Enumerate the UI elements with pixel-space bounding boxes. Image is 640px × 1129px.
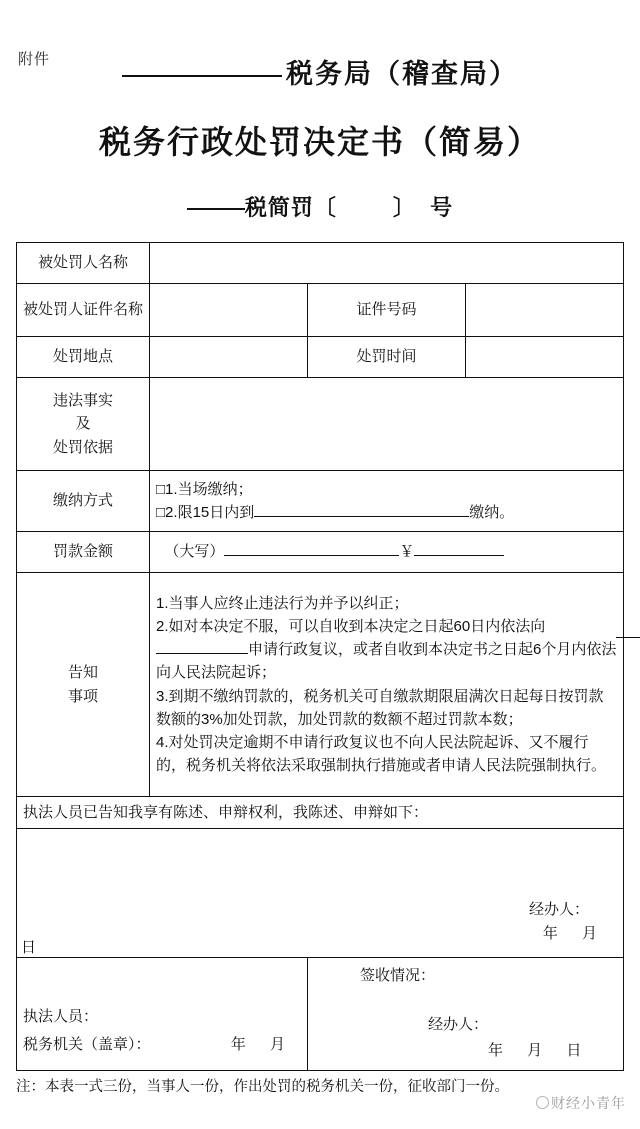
table-row-signatures bbox=[17, 958, 624, 1071]
penalty-form-table bbox=[16, 242, 624, 1071]
watermark-logo-icon bbox=[536, 1096, 549, 1109]
footer-note: 注：本表一式三份，当事人一份，作出处罚的税务机关一份，征收部门一份。 bbox=[16, 1079, 509, 1096]
doc-number-mid: 〕 bbox=[392, 195, 416, 220]
receipt-label: 签收情况： bbox=[360, 967, 436, 985]
id-name-label: 被处罚人证件名称 bbox=[17, 284, 150, 337]
table-row-notice bbox=[17, 573, 624, 797]
time-label: 处罚时间 bbox=[308, 337, 466, 378]
notice-item-2: 2.如对本决定不服，可以自收到本决定之日起60日内依法向 bbox=[156, 617, 546, 635]
notice-items bbox=[150, 573, 624, 797]
statement-signer-label: 经办人： bbox=[528, 901, 589, 918]
fine-amount-uppercase-label: （大写） bbox=[164, 543, 225, 561]
document-page bbox=[0, 52, 640, 1129]
id-number-value[interactable] bbox=[466, 284, 624, 337]
punished-name-label: 被处罚人名称 bbox=[17, 243, 150, 284]
page-title: 税务行政处罚决定书（简易） bbox=[98, 124, 541, 160]
table-row-statement-title bbox=[17, 797, 624, 829]
place-value[interactable] bbox=[150, 337, 308, 378]
notice-item-3: 3.到期不缴纳罚款的，税务机关可自缴款期限届满次日起每日按罚款数额的3%加处罚款，加处罚款的数额不超过罚款本数； bbox=[156, 687, 604, 728]
doc-number-suffix: 号 bbox=[430, 195, 454, 220]
officer-signature-block[interactable] bbox=[17, 958, 308, 1071]
doc-number-year-blank bbox=[187, 208, 245, 210]
facts-label-line1: 违法事实 bbox=[52, 392, 113, 410]
statement-day[interactable]: 日 bbox=[21, 939, 37, 956]
place-label: 处罚地点 bbox=[17, 337, 150, 378]
receipt-date[interactable]: 年 月 日 bbox=[488, 1042, 592, 1059]
officer-label: 执法人员： bbox=[23, 1008, 99, 1025]
pay-option-onsite[interactable]: □1.当场缴纳； bbox=[156, 480, 253, 498]
table-row-id bbox=[17, 284, 624, 337]
pay-option-15days-pre: □2.限15日内到 bbox=[156, 504, 255, 521]
fine-amount-number-blank[interactable] bbox=[414, 555, 504, 556]
id-number-label: 证件号码 bbox=[308, 284, 466, 337]
table-row-punished-name bbox=[17, 243, 624, 284]
stray-rule bbox=[616, 637, 640, 638]
watermark bbox=[536, 1093, 626, 1113]
attachment-label: 附件 bbox=[18, 51, 51, 68]
facts-label-line3: 处罚依据 bbox=[52, 438, 113, 456]
notice-label-line2: 事项 bbox=[67, 687, 98, 705]
agency-seal-label: 税务机关（盖章）： bbox=[23, 1036, 151, 1053]
facts-value[interactable] bbox=[150, 378, 624, 471]
table-row-fine-amount bbox=[17, 532, 624, 573]
notice-item-2-cont bbox=[156, 638, 617, 685]
pay-location-blank[interactable] bbox=[254, 516, 469, 517]
fine-amount-label: 罚款金额 bbox=[17, 532, 150, 573]
statement-body[interactable] bbox=[17, 829, 624, 958]
statement-title: 执法人员已告知我享有陈述、申辩权利，我陈述、申辩如下： bbox=[17, 797, 624, 829]
pay-option-15days-post: 缴纳。 bbox=[469, 504, 515, 521]
receipt-signer-label: 经办人： bbox=[428, 1016, 489, 1033]
statement-date[interactable]: 年 月 bbox=[542, 925, 607, 942]
facts-label-line2: 及 bbox=[75, 415, 91, 433]
notice-item-4: 4.对处罚决定逾期不申请行政复议也不向人民法院起诉、又不履行的，税务机关将依法采取强制执行措施或者申请人民法院强制执行。 bbox=[156, 734, 607, 775]
officer-date[interactable]: 年 月 bbox=[230, 1036, 295, 1053]
time-value[interactable] bbox=[466, 337, 624, 378]
receipt-block[interactable] bbox=[308, 958, 624, 1071]
fine-amount-uppercase-blank[interactable] bbox=[224, 555, 399, 556]
review-authority-blank[interactable] bbox=[156, 653, 248, 654]
fine-amount-value[interactable] bbox=[150, 532, 624, 573]
bureau-suffix: 税务局（稽查局） bbox=[286, 59, 518, 89]
doc-number-prefix: 税简罚〔 bbox=[244, 195, 337, 220]
watermark-text: 财经小青年 bbox=[551, 1095, 626, 1111]
punished-name-value[interactable] bbox=[150, 243, 624, 284]
pay-method-label: 缴纳方式 bbox=[17, 471, 150, 532]
facts-label bbox=[17, 378, 150, 471]
id-name-value[interactable] bbox=[150, 284, 308, 337]
header-bureau-line bbox=[16, 52, 624, 91]
table-row-facts bbox=[17, 378, 624, 471]
notice-label-line1: 告知 bbox=[67, 664, 98, 682]
notice-item-3-text: 申请行政复议，或者自收到本决定书之日起6个月内依法向人民法院起诉； bbox=[156, 641, 617, 682]
table-row-pay-method bbox=[17, 471, 624, 532]
table-row-statement-body bbox=[17, 829, 624, 958]
notice-label bbox=[17, 573, 150, 797]
pay-option-15days[interactable] bbox=[156, 501, 617, 524]
doc-number-line bbox=[16, 191, 624, 222]
bureau-blank-underline bbox=[122, 75, 282, 77]
notice-item-1: 1.当事人应终止违法行为并予以纠正； bbox=[156, 594, 409, 612]
table-row-place-time bbox=[17, 337, 624, 378]
fine-currency-symbol: ￥ bbox=[399, 543, 415, 561]
pay-method-options bbox=[150, 471, 624, 532]
